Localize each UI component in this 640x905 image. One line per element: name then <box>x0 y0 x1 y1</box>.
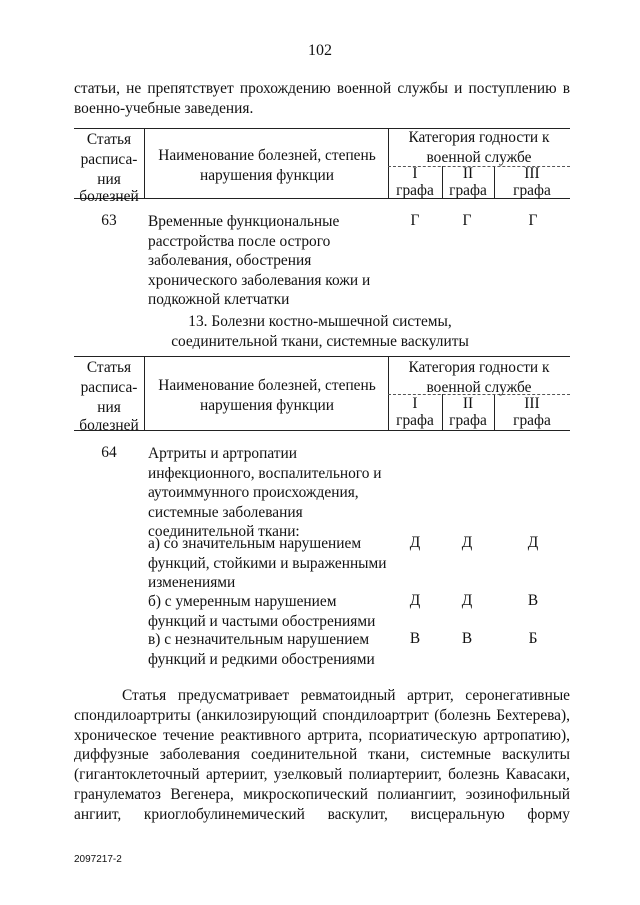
header-disease-col: Наименование болезней, степень нарушения функции <box>158 377 376 414</box>
document-code: 2097217-2 <box>74 854 122 865</box>
grade-graph-1: Г <box>410 212 420 229</box>
sub-item-c: в) с незначительным нарушением функций и редкими обострениями <box>148 631 375 668</box>
article-name: Артриты и артропатии инфекционного, воспалительного и аутоиммунного происхождения, системные заболевания соединительной ткани: <box>148 445 382 540</box>
grade-graph-2: Д <box>461 592 473 609</box>
grade-graph-3: Д <box>527 534 539 551</box>
sub-item-b: б) с умеренным нарушением функций и частыми обострениями <box>148 593 376 630</box>
grade-graph-1: Д <box>409 534 421 551</box>
header-article-col: Статья расписа- ния болезней <box>79 131 139 205</box>
grade-graph-1: Д <box>409 592 421 609</box>
header-graph-2: II графа <box>449 395 487 429</box>
header-graph-2: II графа <box>449 165 487 199</box>
header-graph-1: I графа <box>396 165 434 199</box>
header-category: Категория годности к военной службе <box>408 359 550 396</box>
grade-graph-3: В <box>527 592 539 609</box>
article-number: 63 <box>101 212 117 229</box>
grade-graph-3: Б <box>528 630 538 647</box>
table-row-article-64 <box>74 444 570 669</box>
header-article-col: Статья расписа- ния болезней <box>79 359 139 434</box>
header-graph-3: III графа <box>513 395 551 429</box>
page-number: 102 <box>308 42 332 59</box>
intro-text-line-2: военно-учебные заведения. <box>74 100 254 117</box>
intro-text-line-1: статьи, не препятствует прохождению военной службы и поступлению в <box>74 80 570 97</box>
grade-graph-3: Г <box>528 212 538 229</box>
grade-graph-2: В <box>461 630 473 647</box>
article-name: Временные функциональные расстройства после острого заболевания, обострения хронического заболевания кожи и подкожной клетчатки <box>148 213 371 308</box>
article-number: 64 <box>101 444 117 461</box>
header-graph-1: I графа <box>396 395 434 429</box>
header-disease-col: Наименование болезней, степень нарушения функции <box>158 147 376 184</box>
grade-graph-2: Д <box>461 534 473 551</box>
sub-item-a: а) со значительным нарушением функций, стойкими и выраженными изменениями <box>148 535 387 591</box>
section-title: 13. Болезни костно-мышечной системы, соединительной ткани, системные васкулиты <box>171 313 469 350</box>
table-row-article-63 <box>74 212 570 308</box>
grade-graph-1: В <box>409 630 421 647</box>
grade-graph-2: Г <box>462 212 472 229</box>
header-category: Категория годности к военной службе <box>408 129 550 166</box>
description-paragraph: Статья предусматривает ревматоидный артрит, серонегативные спондилоартриты (анкилозирующий спондилоартрит (болезнь Бехтерева), хроническое течение реактивного артрита, псориатическую артропатию), диффузные заболевания соединительной ткани, системные васкулиты (гигантоклеточный артериит, узелковый полиартериит, болезнь Кавасаки, гранулематоз Вегенера, микроскопический полиангиит, эозинофильный ангиит, криоглобулинемический васкулит, висцеральную форму <box>74 687 570 823</box>
header-graph-3: III графа <box>513 165 551 199</box>
